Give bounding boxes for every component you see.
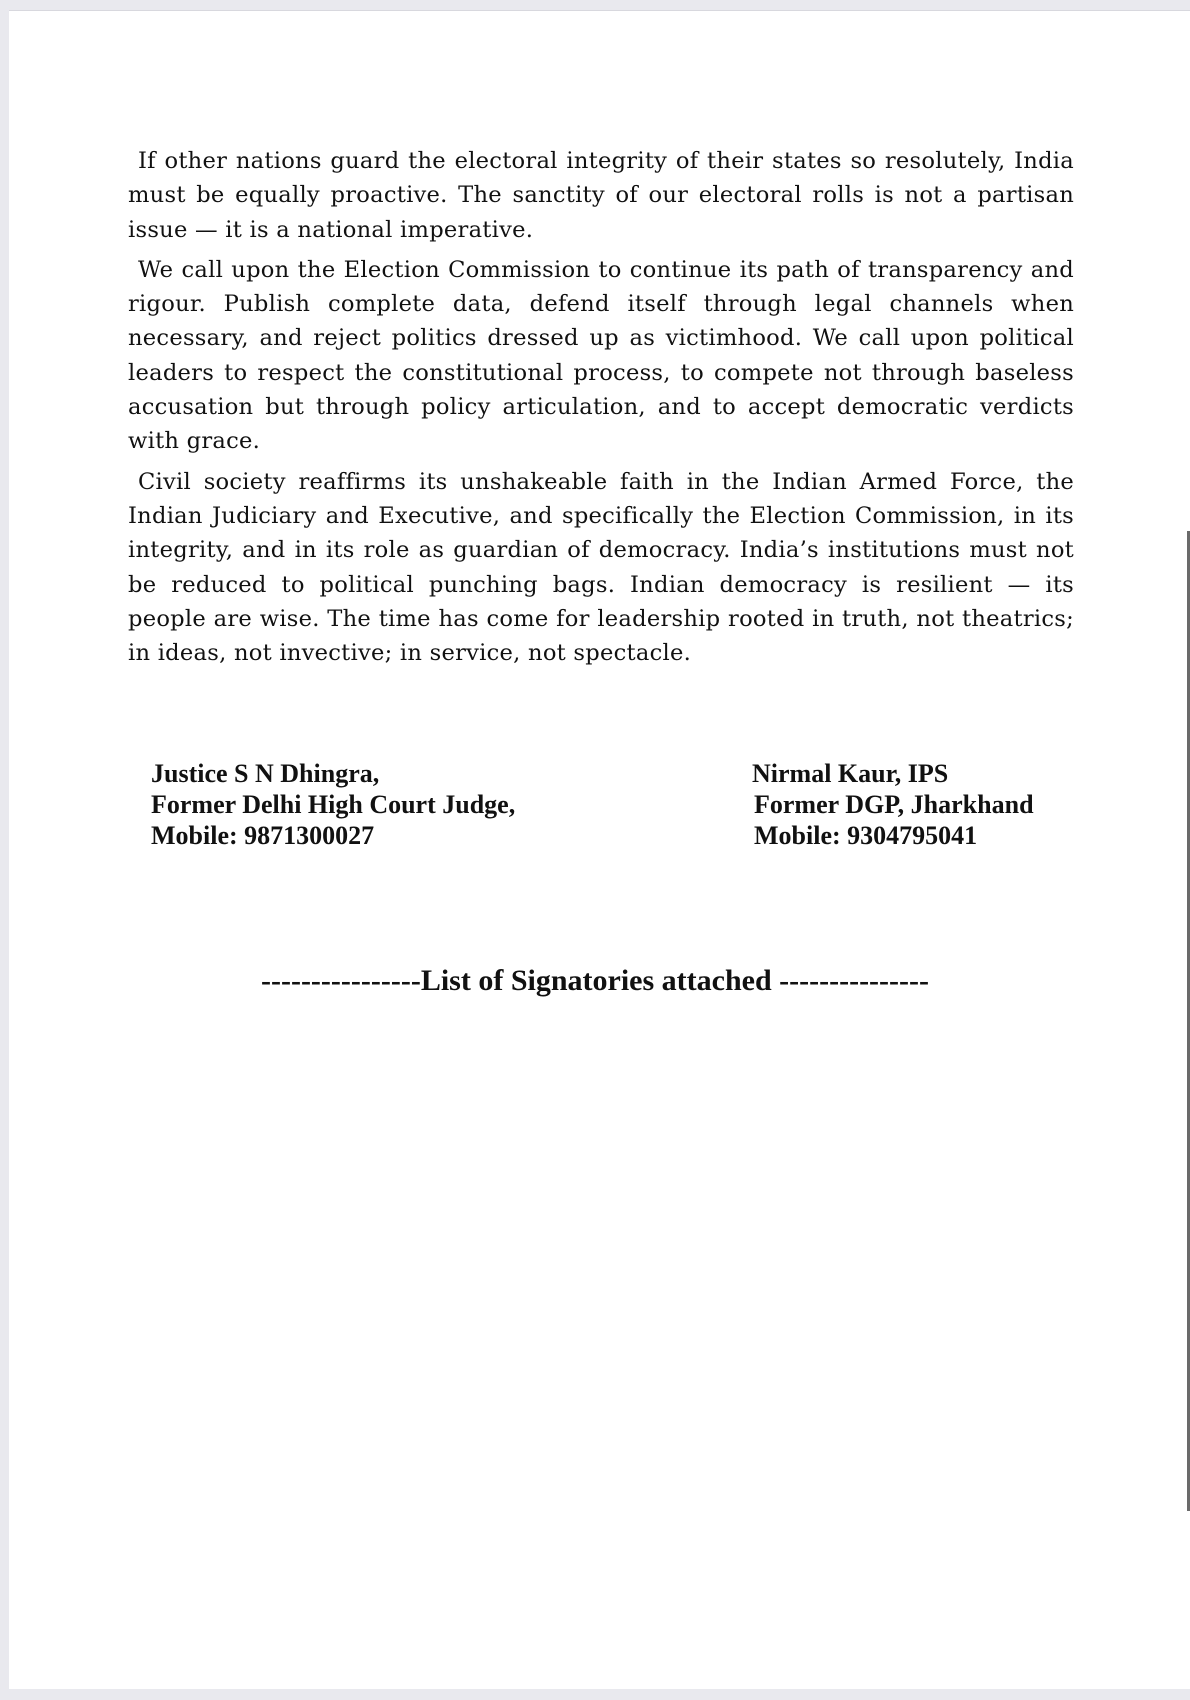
signatory-title: Former DGP, Jharkhand (754, 790, 1034, 819)
paragraph-election-commission-call: We call upon the Election Commission to continue its path of transparency and rigour. Publish complete data, defend itself through legal channels when necessary, and reject politics dressed up as victimhood. We call upon political leaders to respect the constitutional process, to compete not through baseless accusation but through policy articulation, and to accept democratic verdicts with grace. (128, 256, 1074, 455)
signatory-block-right (754, 758, 1034, 851)
paragraph-electoral-integrity: If other nations guard the electoral integrity of their states so resolutely, India must be equally proactive. The sanctity of our electoral rolls is not a partisan issue — it is a national imperative. (128, 148, 1074, 243)
signatories-attached-note: ----------------List of Signatories attached --------------- (260, 964, 929, 997)
statement-body (128, 144, 1074, 676)
signatory-name: Justice S N Dhingra, (151, 759, 380, 788)
signatory-mobile: Mobile: 9304795041 (754, 821, 978, 850)
signatory-name: Nirmal Kaur, IPS (752, 759, 949, 788)
paragraph-civil-society-faith: Civil society reaffirms its unshakeable faith in the Indian Armed Force, the Indian Judiciary and Executive, and specifically the Election Commission, in its integrity, and in its role as guardian of democracy. India’s institutions must not be reduced to political punching bags. Indian democracy is resilient — its people are wise. The time has come for leadership rooted in truth, not theatrics; in ideas, not invective; in service, not spectacle. (128, 468, 1074, 667)
signatory-title: Former Delhi High Court Judge, (151, 790, 516, 819)
signatory-block-left (151, 758, 515, 851)
signatory-mobile: Mobile: 9871300027 (151, 821, 375, 850)
